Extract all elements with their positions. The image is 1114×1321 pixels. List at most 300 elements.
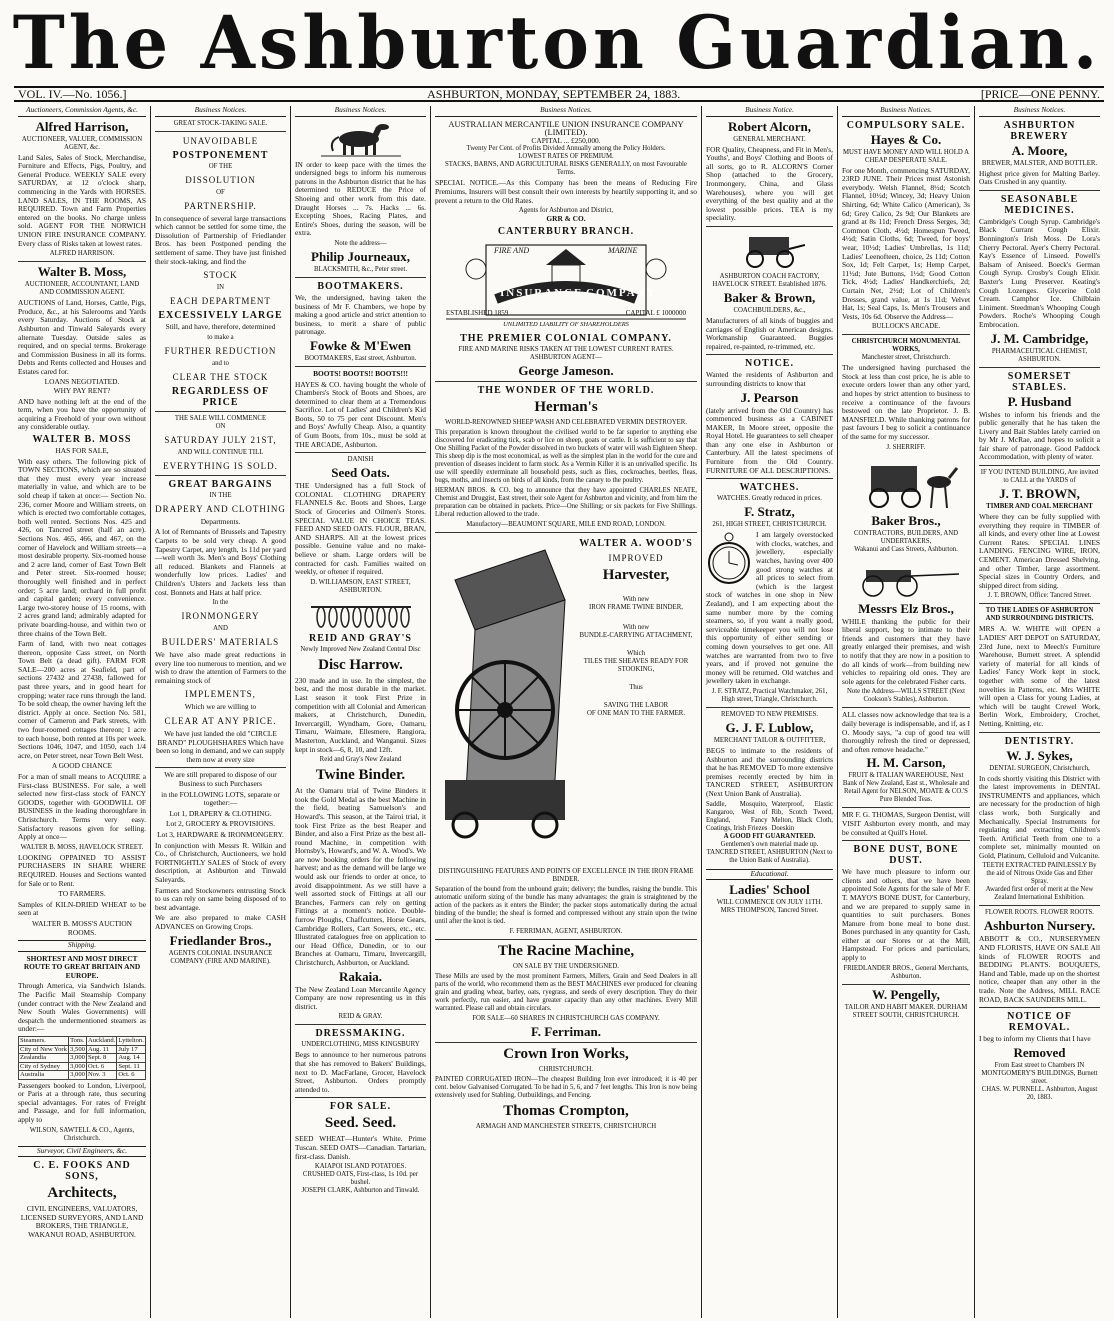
section-header: Business Notices.: [979, 106, 1100, 117]
ad-title-twine-binder: Twine Binder.: [315, 767, 406, 784]
ad-body: Wishes to inform his friends and the public generally that he has taken the Livery and Bait Stables lately carried on by Mr J. McRae, and hopes to solicit a fair share of patronage. Good Paddock Accommodation, with plenty of water.: [979, 409, 1100, 462]
ad-body: AUCTIONS of Land, Horses, Cattle, Pigs, Produce, &c., at his Salerooms and Yards every Saturday. Auctions of Stock at Ashburton and Tinwald Saleyards every alternate Tuesday. Outside sales as required, and on special terms. Brokerage and Commission Business in all its forms. Debts and Rents collected and Houses and Estates cared for.: [18, 298, 146, 376]
ad-body: We are still prepared to dispose of our Business to such Purchasers: [164, 770, 277, 789]
ad-line: POSTPONEMENT: [172, 149, 269, 161]
ad-heading: REID AND GRAY'S: [309, 632, 412, 644]
table-header: Auckland.: [88, 1037, 116, 1045]
ad-title-ladies-school: Ladies' School: [729, 882, 810, 898]
ad-heading: BOOTS! BOOTS!! BOOTS!!!: [313, 368, 408, 378]
ad-line: ON: [215, 422, 226, 430]
ad-heading: SEASONABLE MEDICINES.: [1000, 193, 1079, 216]
ad-heading: CANTERBURY BRANCH.: [497, 225, 635, 237]
ad-line: IMPLEMENTS,: [185, 689, 256, 700]
divider: [979, 465, 1100, 466]
ad-title-crown: Crown Iron Works,: [503, 1045, 629, 1062]
ad-signature: MRS THOMPSON, Tancred Street.: [720, 907, 819, 915]
ad-body: For one Month, commencing SATURDAY, 23RD JUNE. Their Prices must Astonish everybody. Welsh Flannel, 8½d; Scotch Flannel, 10½d; Wincey, 3d; Heavy Union Shirting, 6d; White Calico (American), 3s 6d; Grey Calico, 2s 9d; Our Blankets are grand at 8s 11d; French Dress Serges, 3d; Common Cloth, 4½d; Homespun Tweed, 4½d; Satin Cloths, 6d; Tweed, for boys' wear, 10½d; Ladies' Umbrellas, 1s 11d; Ladies' Leenofteen, choice, 2s 11d; Cotton Sox, 1d; Felt Carpet, 1s; Hemp Carpet, 11½d; Jute Buttons, 1½d; Good Cotton Tick, 4½d; Ladies' Handkerchiefs, 2d; Curtain Net, 2½d; Lot of Children's Dresses, grand value, at 1s 11d; Velvet Hat, 1s; Seal Caps, 1s. Men's Trousers and Vests, 10s 6d. Observe the Address—: [842, 165, 970, 321]
table-cell: July 17: [117, 1045, 146, 1054]
ad-line: DRAPERY AND CLOTHING: [155, 503, 286, 514]
column-3: [291, 106, 430, 1318]
ad-heading: WHY PAY RENT?: [53, 386, 111, 396]
ad-body: The New Zealand Loan Mercantile Agency Company are now representing us in this district.: [295, 984, 426, 1011]
ad-line: A GOOD FIT GUARANTEED.: [723, 832, 816, 840]
divider: [706, 354, 833, 355]
ad-line: CLEAR AT ANY PRICE.: [164, 716, 277, 727]
ad-heading: BOOTMAKERS.: [317, 280, 404, 292]
ad-body: THE Undersigned has a full Stock of COLONIAL CLOTHING DRAPERY FLANNELS &c. Boots and Shoes, Large Stock of Groceries and Oilmen's Stores. SPECIAL VALUE IN CHOICE TEAS. FEED AND SEED OATS. FLOUR, BRAN, AND SHARPS. All at the lowest prices possible. Genuine value and no make-believe or sham. Large orders will be contracted for cash. Families waited on weekly, or oftener if required.: [295, 481, 426, 577]
ad-heading: FOR SALE.: [329, 1101, 392, 1113]
table-cell: Nov. 3: [87, 1071, 117, 1080]
table-cell: Sept. 8: [87, 1054, 117, 1063]
column-4: [431, 106, 701, 1318]
ad-line: Still, and have, therefore, determined: [165, 322, 276, 332]
ad-heading: DENTISTRY.: [1004, 735, 1075, 747]
ad-body: We have also made great reductions in every line too numerous to mention, and we wish to draw the attention of Farmers to the remaining stock of: [155, 650, 286, 685]
ad-line: GREAT BARGAINS: [168, 478, 273, 490]
ad-line: EVERYTHING IS SOLD.: [163, 460, 278, 471]
table-cell: Aug. 14: [117, 1054, 146, 1063]
harvester-icon: [435, 540, 575, 840]
ad-body: SEED WHEAT—Hunter's White. Prime Tuscan. SEED OATS—Canadian. Tartarian, first-class. Danish.: [295, 1134, 426, 1161]
ad-body: A lot of Remnants of Brussels and Tapestry Carpets to be sold very cheap. A good Tapestry Carpet, any length, 1s 11d per yard—well worth 3s. Men's and Boys' Clothing all reduced. Blankets and Flannels at wonderfully low prices. Ladies' and Children's Ulsters and Jackets less than cost. Bonnets and Hats at half price.: [155, 527, 286, 597]
ad-line: IN THE: [209, 491, 232, 499]
ad-heading: REMOVED TO NEW PREMISES.: [720, 710, 819, 718]
ad-title-harvester: Harvester,: [602, 566, 670, 583]
divider: [979, 1007, 1100, 1008]
dateline-bar: [14, 86, 1104, 102]
ad-signature: REID & GRAY.: [338, 1013, 383, 1021]
ad-heading: LOANS NEGOTIATED.: [44, 377, 120, 387]
ad-line: CAPITAL ... £250,000.: [531, 135, 601, 145]
ad-signature: FRIEDLANDER BROS., General Merchants, Ashburton.: [843, 964, 969, 980]
ad-heading: BONE DUST, BONE DUST.: [853, 844, 959, 867]
ad-title-harrison: Alfred Harrison,: [35, 118, 129, 134]
ad-subtitle: BREWER, MALSTER, AND BOTTLER.: [981, 159, 1098, 167]
ad-line: Manufactory—BEAUMONT SQUARE, MILE END ROAD, LONDON.: [466, 520, 666, 528]
ad-heading: NOTICE.: [745, 358, 794, 370]
ad-line: UNAVOIDABLE: [182, 135, 259, 146]
ad-line: Lot 3, HARDWARE & IRONMONGERY.: [157, 830, 284, 839]
ad-body: We, the undersigned, having taken the business of Mr F. Chambers, we hope by making a good article and strict attention to business, to merit a share of public patronage.: [295, 292, 426, 337]
ad-body: In cods shortly visiting this District with the latest improvements in DENTAL INSTRUMENTS and appliances, which are necessary for the production of high class work, both Surgically and Mechanically. Special Instruments for regulating and extracting Children's Teeth. Artificial Teeth from one to a complete set, minimally mounted on Gold, Platinum, Celluloid and Vulcanite.: [979, 773, 1100, 860]
table-header: Tons.: [69, 1037, 87, 1046]
ad-heading: IF YOU INTEND BUILDING, Are invited to CALL at the YARDS of: [980, 469, 1099, 485]
section-header: Educational.: [706, 869, 833, 881]
ad-line: Wakanui and Cass Streets, Ashburton.: [854, 545, 958, 553]
ad-line: TEETH EXTRACTED PAINLESSLY By the aid of Nitrous Oxide Gas and Ether Spray.: [982, 862, 1097, 886]
ad-line: REGARDLESS OF PRICE: [171, 385, 270, 408]
ad-signature: WILSON, SAWTELL & CO., Agents, Christchurch.: [29, 1126, 135, 1142]
ad-signature: AGENTS COLONIAL INSURANCE COMPANY (FIRE AND MARINE).: [168, 949, 273, 965]
emblem-label: MARINE: [608, 245, 638, 255]
ad-line: Gentlemen's own material made up.: [720, 840, 819, 848]
ad-line: TILES THE SHEAVES READY FOR STOOKING,: [583, 657, 689, 673]
ad-subtitle: UNDERCLOTHING, MISS KINGSBURY: [301, 1041, 420, 1049]
table-cell: 3,500: [70, 1045, 85, 1053]
table-cell: 3,000: [70, 1054, 85, 1062]
ad-body: SPECIAL NOTICE.—As this Company has been the means of Reducing Fire Premiums, Insurers will best consult their own interests by heartily supporting it, and so prevent a return to the Old Rates.: [435, 178, 697, 205]
hearse-icon: [851, 456, 961, 510]
divider: [155, 767, 286, 768]
pocket-watch-icon: [706, 531, 752, 587]
carriage-icon: [735, 231, 805, 269]
ad-body: I am largely overstocked with clocks, watches, and jewellery, especially watches, having over 400 good strong watches at all prices to select from (which is the largest stock of watches in one shop in New Zealand), and I am expecting about the same number more by the coming steamers, so, if you want a really good, serviceable timekeeper you will not lose this opportunity of either sending or coming down yourselves to get one. All watches are warranted from two to five years, and if proved not genuine the money will be returned. Old watches and jewellery taken in exchange.: [706, 530, 833, 686]
ad-title-removed: Removed: [1013, 1044, 1066, 1060]
emblem-label: UNLIMITED LIABILITY OF SHAREHOLDERS: [503, 320, 629, 328]
ad-line: AND: [213, 625, 228, 633]
ad-signature: CHAS. W. PURNELL. Ashburton, August 20, 1883.: [981, 1085, 1098, 1101]
divider: [435, 381, 697, 382]
ad-line: In the: [212, 599, 229, 607]
ad-body: Samples of KILN-DRIED WHEAT to be seen at: [18, 899, 146, 918]
ad-subtitle: GENERAL MERCHANT.: [733, 135, 806, 143]
ad-body: ALL classes now acknowledge that tea is a daily beverage is indispensable, and if, as I O. Moody says, "a cup of good tea will thoroughly refresh the tired or depressed, and often remove headache.": [842, 710, 970, 754]
ad-body: AND have nothing left at the end of the term, when you have the opportunity of acquiring a Freehold of your own without any considerable outlay.: [18, 396, 146, 432]
divider: [295, 366, 426, 367]
ad-heading: THE WONDER OF THE WORLD.: [477, 384, 655, 396]
ad-line: Reid and Gray's New Zealand: [319, 756, 402, 764]
ad-body: 230 made and in use. In the simplest, the best, and the most durable in the market. Last season it took First Prize in competition with all Colonial and American makers, at Christchurch, Dunedin, Invercargill, Wyndham, Gore, Oamaru, Timaru, Waimate, Ellesmere, Rangiora, Masterton, Auckland, and Wanganui. Sizes kept in stock—6, 8, 10, and 12ft.: [295, 675, 426, 754]
ad-line: OF ONE MAN TO THE FARMER.: [586, 709, 686, 717]
table-header-row: [19, 1037, 146, 1046]
ad-line: Lot 2, GROCERY & PROVISIONS.: [166, 819, 275, 829]
ad-line: EXCESSIVELY LARGE: [158, 310, 283, 322]
ad-signature: J. F. STRATZ, Practical Watchmaker, 261, High street, Triangle, Christchurch.: [711, 687, 828, 703]
ad-heading: AUSTRALIAN MERCANTILE UNION INSURANCE COMPANY (LIMITED).: [448, 118, 684, 138]
ad-line: WILL COMMENCE ON JULY 11TH.: [716, 899, 823, 907]
ad-body: In consequence of several large transactions which cannot be settled for some time, the Dissolution of Partnership of Friedlander Bros. has been Postponed pending the settlement of same. They have just finished their stock-taking, and find the: [155, 213, 286, 266]
ad-line: ASHBURTON AGENT—: [529, 353, 603, 361]
ad-body: This preparation is known throughout the civilised world to be far superior to anything else discovered for eradicating tick, scab or lice on sheep, goats or cattle. It is sufficient to say that One Shilling Packet of the Powder dissolved in two buckets of water will wash Eighteen Sheep. This sheep dip is the most economical, as well as the simplest plan in the world for the cure and prevention of diseases incident to farm stock. As a Vermin Killer it is an unrivalled specific. Its use will speedily exterminate all household pests, such as flies, cockroaches, beetles, fleas, bugs, moths, and insects on birds of all kinds, from the canary to the poultry.: [435, 428, 697, 484]
ad-line: DANISH: [347, 456, 374, 464]
ad-line: KAIAPOI ISLAND POTATOES.: [314, 1163, 407, 1171]
list-item: Saddle, Mosquito, Kangaroo, West of England, Fancy Coatings, Irish Friezes: [706, 800, 768, 832]
ad-title-baker-brown: Baker & Brown,: [723, 289, 816, 305]
ad-title-brown: J. T. BROWN,: [999, 486, 1080, 502]
ad-signature: WALTER B. MOSS, HAVELOCK STREET.: [20, 843, 144, 851]
ad-line: OF THE: [208, 162, 233, 170]
emblem-label: CAPITAL £ 1000000: [625, 308, 686, 317]
ad-title-sykes: W. J. Sykes,: [1006, 747, 1073, 763]
ad-body: WHILE thanking the public for their liberal support, beg to intimate to their friends and customers that they have greatly enlarged their premises, and wish to notify that they are now in a position to do all kinds of work—from building new vehicles to repairing old ones. They are sole agents for the celebrated Fisher carts.: [842, 616, 970, 686]
ad-title-journeaux: Philip Journeaux,: [311, 248, 410, 264]
ad-line: SATURDAY JULY 21ST,: [164, 434, 277, 445]
ad-line: IRONMONGERY: [181, 611, 260, 622]
ad-body: I beg to inform my Clients that I have: [979, 1034, 1091, 1044]
insurance-emblem: [446, 239, 686, 331]
ad-subtitle: COACHBUILDERS, &c.,: [733, 306, 806, 314]
ad-body: IN order to keep pace with the times the undersigned begs to inform his numerous patrons in the Ashburton district that he has determined to REDUCE the Price of Shoeing and other work from this date. Draught Horses ... 7s. Hacks ... 6s. Excepting Shoes, Racing Plates, and Entire's Shoes, during the season, will be extra.: [295, 159, 426, 238]
ad-line: BUILDERS' MATERIALS: [161, 637, 280, 648]
ad-signature: JOSEPH CLARK, Ashburton and Tinwald.: [301, 1187, 420, 1195]
ad-title-rakaia: Rakaia.: [339, 968, 382, 984]
ad-title-fowke: Fowke & M'Ewen: [309, 337, 412, 353]
ad-line: With new: [622, 595, 650, 603]
ad-line: OF: [216, 188, 225, 196]
ad-title-pengelly: W. Pengelly,: [872, 986, 940, 1002]
ad-subtitle: Newly Improved New Zealand Central Disc: [300, 645, 421, 653]
ad-heading: A GOOD CHANCE: [51, 761, 113, 771]
column-1: [14, 106, 150, 1318]
emblem-label: COMPANY: [586, 286, 657, 299]
buggy-icon: [851, 558, 961, 598]
ad-body: We have just landed the old "CIRCLE BRAND" PLOUGHSHARES Which have been so long in demand, and we can supply them now at every size: [156, 729, 285, 764]
section-header: Business Notices.: [842, 106, 970, 117]
ad-title-friedlander: Friedlander Bros.,: [169, 932, 272, 948]
ad-heading: GREAT STOCK-TAKING SALE.: [173, 119, 268, 127]
divider: [435, 532, 697, 533]
ad-subtitle: FRUIT & ITALIAN WAREHOUSE, Next Bank of New Zealand, East st., Wholesale and Retail Agent for NELSON, MOATE & CO.'S Pure Blended Teas.: [842, 772, 970, 804]
divider: [155, 131, 286, 132]
horse-icon: [321, 121, 401, 157]
divider: [295, 452, 426, 453]
ad-line: LOWEST RATES OF PREMIUM.: [518, 153, 614, 161]
ad-heading: WALTER A. WOOD'S: [579, 537, 693, 549]
ad-heading: THE PREMIER COLONIAL COMPANY.: [460, 332, 672, 344]
ad-subtitle: WATCHES. Greatly reduced in prices.: [717, 495, 822, 503]
divider: [155, 475, 286, 476]
ad-body: PAINTED CORRUGATED IRON—The cheapest Building Iron ever introduced; it is 40 per cent. below Galvanised Corrugated. To be had in 5, 6, and 7 feet lengths. This Iron is now being extensively used for Stabling, Outbuildings, and Fencing.: [435, 1075, 697, 1099]
masthead-title: The Ashburton Guardian.: [12, 0, 1102, 87]
ad-title-architects: Architects,: [47, 1185, 117, 1202]
ad-line: and to: [212, 359, 229, 367]
column-6: [838, 106, 974, 1318]
divider: [842, 707, 970, 708]
list-item: Waterproof, Elastic Rib, Scotch Tweed, Melton, Black Cloth, Doeskin: [771, 800, 833, 832]
ad-body: Cambridge's Cough Syrup. Cambridge's Black Currant Cough Elixir. Bonnington's Irish Moss. De Lora's Cherry Pectoral. Ayer's Cherry Pectoral. Kay's Essence of Linseed. Powell's Balsam of Aniseed. Boeck's German Cough Syrup. Crosby's Cough Elixir. Baxter's Lung Preserver. Keating's Cough Lozenges. Glycerine Cold Cream. Camphor Ice. Chilblain Liniment. Steedman's Whooping Cough Powders. Roche's Whooping Cough Embrocation.: [979, 216, 1100, 329]
ad-subtitle: Manchester street, Christchurch.: [861, 354, 951, 362]
ad-body: Wanted the residents of Ashburton and surrounding districts to know that: [706, 370, 833, 388]
ad-title-husband: P. Husband: [1007, 393, 1072, 409]
ad-body: At the Oamaru trial of Twine Binders it took the Gold Medal as the best Machine in the field, beating Samuelson's and Howard's. This season, at the Tairoi trial, it took First Prize as the best Reaper and Binder, and also a First Prize as the best all-round Machine, in competition with Hornsby's, Howard's, and W. A. Wood's. We are now booking orders for the following harvest; and as the demand will be large we would ask our friends to order at once, to avoid disappointment. As we still have a well assorted stock of Fittings at all our Branches, Farmers can rely on getting Fittings at a moment's notice. Double-furrow Ploughs, Chaffcutters, Horse Gears, Cambridge Rollers, Cart Sowers, etc., etc. Illustrated catalogues free on application to our Head Office, Dunedin, or to our Branches at Oamaru, Timaru, Invercargill, Christchurch, Ashburton, or Auckland.: [295, 786, 426, 967]
table-cell: 3,000: [70, 1062, 85, 1070]
ad-body: MR F. G. THOMAS, Surgeon Dentist, will VISIT Ashburton every month, and may be consulted at Quill's Hotel.: [842, 810, 970, 837]
divider: [979, 603, 1100, 604]
ad-signature: TANCRED STREET, ASHBURTON (Next to the Union Bank of Australia).: [706, 848, 833, 864]
ad-signature: J. SHERRIFF.: [886, 443, 926, 451]
ad-subtitle: TIMBER AND COAL MERCHANT: [986, 503, 1093, 511]
ad-line: Agents for Ashburton and District,: [518, 207, 614, 215]
ad-title-seed: Seed. Seed.: [324, 1115, 397, 1132]
ad-heading: SHORTEST AND MOST DIRECT ROUTE TO GREAT BRITAIN AND EUROPE.: [23, 953, 141, 980]
divider: [295, 1097, 426, 1098]
table-header: Steamers.: [19, 1037, 69, 1046]
ad-subtitle: BLACKSMITH, &c., Peter street.: [313, 265, 408, 273]
ad-line: Twenty Per Cent. of Profits Divided Annually among the Policy Holders.: [466, 145, 666, 153]
ad-title-alcorn: Robert Alcorn,: [727, 118, 812, 134]
ad-title-ferriman: F. Ferriman.: [531, 1023, 601, 1039]
ad-body: Begs to announce to her numerous patrons that she has removed to Bakers' Buildings, next to D. MacFarlane, Grocer, Havelock Street, Ashburton. Orders promptly attended to.: [295, 1050, 426, 1094]
ad-body: Separation of the bound from the unbound grain; delivery; the bundles, raising the bundle. This automatic uniform sizing of the bundle has many advantages: the grain is straightened by the action of the packers as it enters the Binder; the packer stops automatically during the actual binding of the bundle; the sheaf is formed and compressed without any strain upon the twine until after the knot is tied.: [435, 885, 697, 925]
section-header: Surveyor, Civil Engineers, &c.: [18, 1146, 146, 1158]
ad-line: Thus: [629, 683, 643, 691]
ad-subtitle: DENTAL SURGEON, Christchurch,: [989, 764, 1090, 772]
ad-signature: F. FERRIMAN, AGENT, ASHBURTON.: [509, 927, 623, 935]
ad-line: Which: [626, 649, 646, 657]
section-header: Auctioneers, Commission Agents, &c.: [18, 106, 146, 117]
table-cell: Sept. 11: [117, 1062, 146, 1071]
divider: [155, 411, 286, 412]
divider: [435, 939, 697, 940]
section-header: Business Notice.: [706, 106, 833, 117]
table-cell: Oct. 6: [117, 1071, 146, 1080]
volume-number: VOL. IV.—No. 1056.]: [18, 87, 127, 101]
ad-line: EACH DEPARTMENT: [170, 296, 271, 307]
ad-heading: ASHBURTON BREWERY: [1003, 119, 1076, 142]
ad-title-moore: A. Moore,: [1011, 142, 1068, 158]
ad-body: Land Sales, Sales of Stock, Merchandise, Furniture and Effects, Pigs, Poultry, and General Produce. WEEKLY SALE every SATURDAY, at 12 o'clock sharp, commencing in the Yards with HORSES. LAND SALES, IN THE ROOMS, AS REQUIRED. Town and Farm Properties entered on the books. No charge unless sold. AGENT FOR THE NORWICH UNION FIRE INSURANCE COMPANY. Every class of Risks taken at lowest rates.: [18, 152, 146, 248]
ad-subtitle: WORLD-RENOWNED SHEEP WASH AND CELEBRATED VERMIN DESTROYER.: [444, 418, 688, 426]
divider: [979, 367, 1100, 368]
ad-body: FOR Quality, Cheapness, and Fit in Men's, Youths', and Boys' Clothing and Boots of all sorts, go to R. ALCORN'S Corner Shop (attached to the Grocery, Ironmongery, China, and Glass Warehouses), where you will get everything of the best quality and at the lowest possible prices. TEA is my speciality.: [706, 144, 833, 223]
ad-signature: D. WILLIAMSON, EAST STREET, ASHBURTON.: [310, 578, 411, 594]
ad-heading: ASHBURTON COACH FACTORY,: [719, 272, 820, 280]
columns-area: [14, 106, 1104, 1318]
harvester-ad: [435, 536, 697, 868]
divider: [842, 807, 970, 808]
divider: [706, 226, 833, 227]
ad-subtitle: ON SALE BY THE UNDERSIGNED.: [513, 962, 619, 970]
ad-body: Farmers and Stockowners entrusting Stock to us can rely on same being disposed of to best advantage.: [155, 885, 286, 912]
table-header: Lyttelton.: [118, 1037, 144, 1045]
ad-line: SAVING THE LABOR: [603, 701, 669, 709]
table-cell: Zealandia: [19, 1054, 69, 1063]
ad-line: IMPROVED: [608, 552, 664, 563]
ad-title-carson: H. M. Carson,: [866, 755, 946, 771]
ad-subtitle: MERCHANT TAILOR & OUTFITTER,: [713, 736, 826, 744]
column-2: [151, 106, 290, 1318]
ad-title-stratz: F. Stratz,: [744, 504, 795, 520]
table-row: [19, 1054, 146, 1063]
emblem-label: FIRE AND: [494, 245, 530, 255]
ad-heading: SOMERSET STABLES.: [1007, 370, 1072, 393]
ad-heading: NOTICE OF REMOVAL.: [1007, 1011, 1072, 1034]
ad-line: AND WILL CONTINUE TILL: [177, 448, 264, 456]
ad-body: Manufacturers of all kinds of buggies and carriages of English or American designs. Workmanship Guaranteed. Buggies repaired, re-painted, re-trimmed, etc.: [706, 315, 833, 351]
ad-title-elz: Messrs Elz Bros.,: [858, 600, 954, 616]
goods-list: [706, 801, 833, 833]
ad-subtitle: AUCTIONEER, ACCOUNTANT, LAND AND COMMISSION AGENT.: [24, 281, 140, 297]
ad-title-jameson: George Jameson.: [518, 362, 614, 378]
ad-subtitle: TAILOR AND HABIT MAKER. DURHAM STREET SOUTH, CHRISTCHURCH.: [844, 1003, 968, 1019]
ad-line: Awarded first order of merit at the New Zealand International Exhibition.: [985, 886, 1094, 902]
ad-title-baker-bros: Baker Bros.,: [871, 512, 941, 528]
table-cell: Aug. 11: [87, 1045, 117, 1054]
ad-subtitle: AUCTIONEER, VALUER, COMMISSION AGENT, &c.: [21, 135, 143, 151]
ad-body: LOOKING OPPAINED TO ASSIST PURCHASERS IN SHARE WHERE REQUIRED. Houses and Sections wanted for Sale or to Rent.: [18, 852, 146, 888]
ad-body: With easy others. The following pick of TOWN SECTIONS, which are so situated that they must every year increase materially in value, and which are to be sold cheap if taken at once:— Section No. 236, corner Moore and William streets, on which is erected two comfortable cottages, both well rented. Sections Nos. 425 and 426, on Tancred street (half an acre). Sections Nos. 465, 466, and 467, on the corner of Havelock and William streets—a most desirable property. Six-roomed house and 2 acre land, corner of East Town Belt and Peter street. Six-roomed house; thoroughly well finished and in perfect order; 5 acre land; orchard in full profit and capital garden; every convenience. Large two-storey house of 15 rooms, with 2 acres grand land; admirably adapted for private boarding-house, and within two or three chains of the Town Belt.: [18, 456, 146, 638]
ad-heading: WATCHES.: [739, 482, 800, 494]
ad-body: We are also prepared to make CASH ADVANCES on Growing Crops.: [155, 913, 286, 931]
table-row: [19, 1071, 146, 1080]
table-cell: Australia: [19, 1071, 69, 1080]
ad-line: Departments.: [200, 516, 241, 526]
divider: [295, 1024, 426, 1025]
ad-body: These Mills are used by the most prominent Farmers, Millers, Grain and Seed Dealers in all parts of the world, who recommend them as the BEST MACHINES ever produced for cleaning grain and grading wheat, barley, oats, ryegrass, and seeds of every description. They do their work perfectly, run easier, and have greater capacity than any other machines. Every Mill warranted. Please call and obtain circulars.: [435, 972, 697, 1012]
ad-body: For a man of small means to ACQUIRE a First-class BUSINESS. For sale, a well selected new first-class stock of FANCY GOODS, together with GOODWILL OF BUSINESS in the leading thoroughfare in Christchurch. Terms very easy. Satisfactory reasons given for selling. Apply at once—: [18, 772, 146, 842]
ad-heading: WALTER B. MOSS: [32, 434, 132, 446]
ad-line: STACKS, BARNS, AND AGRICULTURAL RISKS GENERALLY, on most Favourable Terms.: [445, 161, 687, 177]
divider: [18, 261, 146, 262]
ad-subtitle: CONTRACTORS, BUILDERS, AND UNDERTAKERS,: [853, 529, 959, 545]
ad-title-moss: Walter B. Moss,: [37, 264, 127, 280]
ad-heading: FLOWER ROOTS. FLOWER ROOTS.: [985, 909, 1094, 917]
shipping-table: [18, 1036, 146, 1080]
ad-title-crompton: Thomas Crompton,: [503, 1102, 629, 1119]
ad-body: We have much pleasure to inform our clients and others, that we have been appointed Sole Agents for the sale of Mr F. T. MAYO'S BONE DUST, for Canterbury, and we are prepared to supply same in quantities to suit purchasers. Bones Manure from bone meal to bone dust. Bones purchased in any quantity for Cash, either at our Stores or at the Mill, Hampstead. For prices and particulars, apply to: [842, 867, 970, 963]
ad-line: CLEAR THE STOCK: [172, 371, 269, 382]
ad-body: Passengers booked to London, Liverpool, or Paris at a through rate, thus securing special advantages. For rates of Freight and Passage, and for full information, apply to: [18, 1080, 146, 1124]
ad-line: BUNDLE-CARRYING ATTACHMENT,: [579, 631, 693, 639]
ad-subtitle: 261, HIGH STREET, CHRISTCHURCH.: [712, 521, 827, 529]
ad-subtitle: CHRISTCHURCH.: [538, 1065, 594, 1073]
table-cell: City of New York: [20, 1045, 67, 1053]
ad-line: Lot 1, DRAPERY & CLOTHING.: [169, 808, 272, 818]
disc-harrow-icon: [306, 599, 416, 629]
table-cell: City of Sydney: [19, 1062, 69, 1071]
ad-line: PARTNERSHIP.: [184, 200, 257, 211]
ad-body: In conjunction with Messrs R. Wilkin and Co., of Christchurch, Auctioneers, we hold FORTNIGHTLY SALES of Stock of every description, at Ashburton and Tinwald Saleyards.: [155, 840, 286, 884]
table-row: [19, 1045, 146, 1054]
ad-body: HERMAN BROS. & CO. beg to announce that they have appointed CHARLES NEATE, Chemist and Druggist, East street, their sole Agent for Ashburton and vicinity, and from him the preparation can be obtained in packets. Price—One Shilling; or six packets for Five Shillings. Liberal reduction allowed to the trade.: [435, 486, 697, 518]
ad-line: THE SALE WILL COMMENCE: [174, 414, 267, 422]
ad-heading: TO THE LADIES OF ASHBURTON AND SURROUNDING DISTRICTS.: [985, 607, 1094, 623]
ad-subtitle: BOOTMAKERS, East street, Ashburton.: [304, 354, 417, 362]
ad-line: Note the address—: [334, 239, 387, 247]
divider: [842, 984, 970, 985]
ad-title-lublow: G. J. F. Lublow,: [725, 719, 814, 735]
divider: [979, 905, 1100, 906]
ad-body: Highest price given for Malting Barley. Oats Crushed in any quantity.: [979, 168, 1100, 187]
ad-line: STOCK: [203, 270, 238, 281]
section-header: Business Notices.: [295, 106, 426, 117]
ad-heading: CHRISTCHURCH MONUMENTAL WORKS,: [851, 338, 961, 354]
issue-price: [PRICE—ONE PENNY.: [980, 87, 1100, 101]
column-5: [702, 106, 837, 1318]
ad-signature: WALTER B. MOSS'S AUCTION ROOMS.: [31, 918, 133, 937]
ad-title-cambridge: J. M. Cambridge,: [990, 330, 1089, 346]
divider: [842, 840, 970, 841]
ad-body: Where they can be fully supplied with everything they require in TIMBER of all kinds, and every other line at Lowest Current Rates. SPECIAL LINES LANDING. FENCING WIRE, IRON, CEMENT. American Dressed Shelving, and other Timber, large assortment. Special sizes in Country Orders, and shipped direct from siding.: [979, 512, 1100, 590]
ad-body: MRS A. W. WHITE will OPEN a LADIES' ART DEPOT on SATURDAY, 23rd June, next to Meech's Furniture Warehouse, Burnett street. A splendid variety of material for all kinds of Ladies' Fancy Work kept in stock, together with some of the latest novelties in Patterns, etc. Mrs WHITE will open a Class for young Ladies, at which will be taught Crewel Work, Berlin Work, Embroidery, Crochet, Netting, Knitting, etc.: [979, 624, 1100, 728]
ad-line: Which we are willing to: [184, 702, 257, 712]
ad-subtitle: MUST HAVE MONEY AND WILL HOLD A CHEAP DESPERATE SALE.: [843, 148, 969, 164]
table-cell: 3,000: [70, 1071, 85, 1079]
ad-line: to make a: [207, 333, 234, 341]
ad-signature: BULLOCK'S ARCADE.: [871, 323, 941, 331]
table-cell: Oct. 6: [87, 1062, 117, 1071]
divider: [295, 277, 426, 278]
divider: [435, 1042, 697, 1043]
ad-line: With new: [622, 623, 650, 631]
section-header: Shipping.: [18, 940, 146, 952]
ad-title-nursery: Ashburton Nursery.: [983, 918, 1096, 934]
harvester-copy: [575, 536, 697, 718]
ad-body: The undersigned having purchased the Stock at less than cost price, he is able to execute orders lower than any other yard, and hopes by strict attention to business to receive a continuance of the favours bestowed on the late Proprietor. J. B. MANSFIELD. While thanking patrons for past favours I beg to solicit a continuance of the same for my successor.: [842, 363, 970, 442]
section-header: Business Notices.: [435, 106, 697, 117]
ad-heading: C. E. FOOKS AND SONS,: [33, 1160, 131, 1183]
column-7: [975, 106, 1104, 1318]
ad-signature: Note the Address—WILLS STREET (Next Cookson's Stables), Ashburton.: [846, 688, 966, 704]
section-header: Business Notices.: [155, 106, 286, 117]
divider: [979, 190, 1100, 191]
ad-line: in the FOLLOWING LOTS, separate or together:—: [161, 789, 280, 808]
divider: [979, 732, 1100, 733]
table-row: [19, 1062, 146, 1071]
ad-title-seed-oats: Seed Oats.: [331, 465, 390, 481]
ad-title-disc-harrow: Disc Harrow.: [318, 656, 403, 673]
ad-subtitle: DISTINGUISHING FEATURES AND POINTS OF EXCELLENCE IN THE IRON FRAME BINDER.: [438, 867, 694, 883]
